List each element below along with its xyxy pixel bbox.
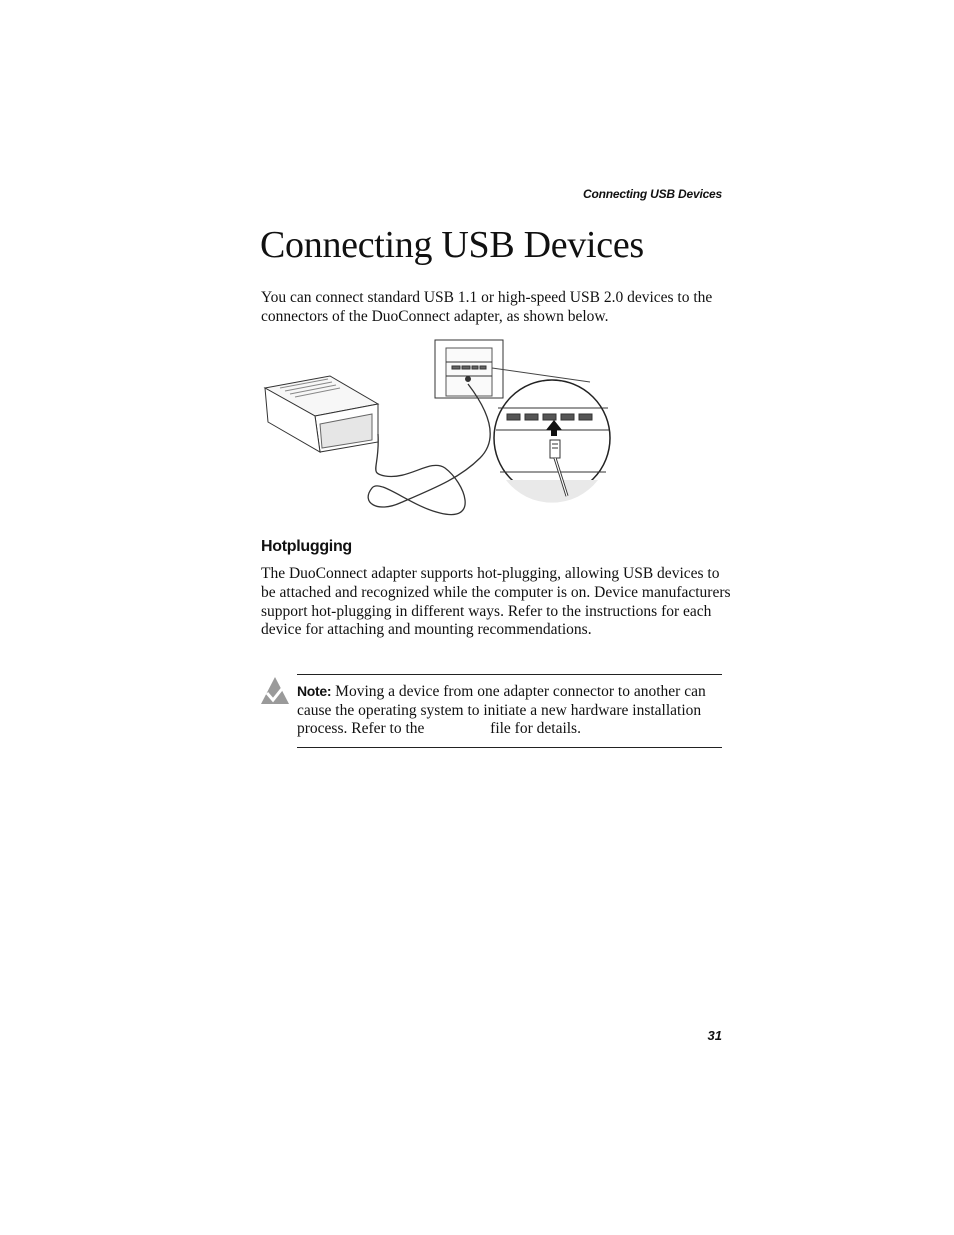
note-text-after: file for details. <box>490 720 581 738</box>
usb-cable <box>368 384 490 515</box>
note-label: Note: <box>297 683 332 699</box>
running-header: Connecting USB Devices <box>583 187 722 201</box>
note-bottom-rule <box>297 747 722 748</box>
note-text <box>297 682 725 739</box>
note-text-before: Moving a device from one adapter connector to another can cause the operating system to initiate a new hardware installation process. Refer to the <box>297 683 706 738</box>
intro-paragraph: You can connect standard USB 1.1 or high-speed USB 2.0 devices to the connectors of the DuoConnect adapter, as shown below. <box>261 289 713 325</box>
hotplugging-paragraph: The DuoConnect adapter supports hot-plugging, allowing USB devices to be attached and recognized while the computer is on. Device manufacturers support hot-plugging in different ways. Refer to the instructions for each device for attaching and mounting recommendations. <box>261 565 731 639</box>
note-top-rule <box>297 674 722 675</box>
hotplugging-heading: Hotplugging <box>261 538 352 555</box>
page-number: 31 <box>707 1028 722 1043</box>
note-checkmark-icon <box>260 676 290 706</box>
magnified-port-view <box>494 380 610 496</box>
usb-connection-illustration <box>260 338 620 518</box>
page-title: Connecting USB Devices <box>260 224 644 266</box>
usb-connection-figure <box>260 338 620 518</box>
usb-plug <box>550 440 560 458</box>
